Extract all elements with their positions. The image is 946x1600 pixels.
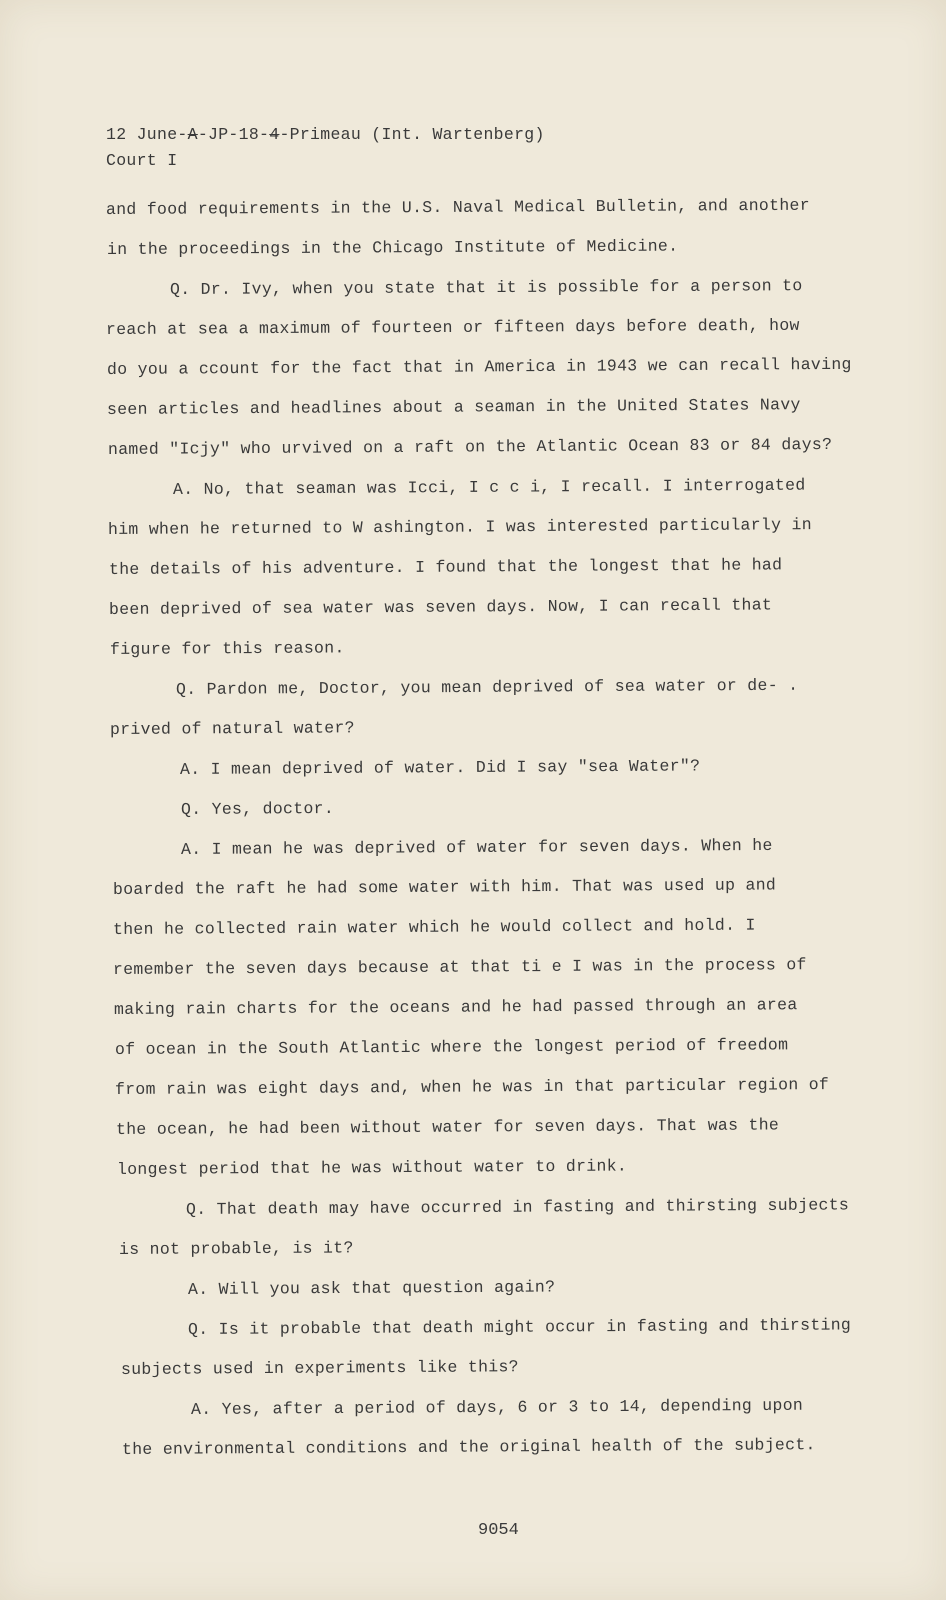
transcript-line: A. Will you ask that question again? — [187, 1277, 556, 1299]
transcript-line: subjects used in experiments like this? — [120, 1357, 519, 1379]
header-date: 12 June- — [106, 125, 188, 144]
transcript-line: Q. Yes, doctor. — [180, 798, 335, 819]
transcript-line: then he collected rain water which he would collect and hold. I — [112, 915, 756, 939]
header-strike-2: 4 — [269, 125, 280, 144]
transcript-line: him when he returned to W ashington. I was interested particularly in — [107, 515, 812, 539]
page-number: 9054 — [478, 1521, 519, 1540]
transcript-line: A. Yes, after a period of days, 6 or 3 to 14, depending upon — [190, 1395, 804, 1419]
header-code: -JP-18- — [197, 125, 270, 144]
transcript-line: Q. Dr. Ivy, when you state that it is possible for a person to — [169, 276, 803, 299]
transcript-line: prived of natural water? — [109, 718, 355, 739]
transcript-line: A. No, that seaman was Icci, I c c i, I recall. I interrogated — [172, 475, 806, 499]
transcript-line: A. I mean he was deprived of water for seven days. When he — [180, 835, 773, 859]
transcript-line: do you a ccount for the fact that in America in 1943 we can recall having — [106, 354, 852, 379]
transcript-line: boarded the raft he had some water with him. That was used up and — [112, 875, 777, 899]
transcript-line: is not probable, is it? — [118, 1238, 354, 1259]
transcript-line: the environmental conditions and the original health of the subject. — [121, 1435, 816, 1459]
transcript-line: making rain charts for the oceans and he had passed through an area — [113, 995, 798, 1019]
transcript-line: Q. Is it probable that death might occur in fasting and thirsting — [187, 1315, 852, 1339]
transcript-line: figure for this reason. — [109, 638, 345, 659]
header-reporter: -Primeau (Int. Wartenberg) — [279, 125, 545, 144]
transcript-line: the ocean, he had been without water for seven days. That was the — [115, 1115, 780, 1139]
transcript-line: from rain was eight days and, when he was in that particular region of — [114, 1075, 830, 1099]
header-strike-1: A — [187, 125, 198, 144]
transcript-line: been deprived of sea water was seven days. Now, I can recall that — [108, 595, 773, 619]
transcript-line: the details of his adventure. I found that the longest that he had — [108, 555, 783, 579]
transcript-line: Q. Pardon me, Doctor, you mean deprived of sea water or de- . — [175, 675, 799, 699]
transcript-line: A. I mean deprived of water. Did I say "sea Water"? — [179, 756, 701, 779]
transcript-line: in the proceedings in the Chicago Institute of Medicine. — [106, 236, 679, 259]
transcript-line: seen articles and headlines about a seaman in the United States Navy — [106, 395, 801, 419]
header-court-line: Court I — [106, 151, 178, 170]
transcript-line: reach at sea a maximum of fourteen or fifteen days before death, how — [105, 315, 800, 339]
transcript-line: Q. That death may have occurred in fasting and thirsting subjects — [185, 1195, 850, 1219]
transcript-line: of ocean in the South Atlantic where the longest period of freedom — [114, 1035, 789, 1059]
transcript-line: and food requirements in the U.S. Naval Medical Bulletin, and another — [105, 195, 810, 219]
transcript-line: named "Icjy" who urvived on a raft on the Atlantic Ocean 83 or 84 days? — [107, 434, 833, 459]
transcript-line: remember the seven days because at that ti e I was in the process of — [112, 955, 807, 979]
transcript-line: longest period that he was without water to drink. — [116, 1156, 628, 1179]
